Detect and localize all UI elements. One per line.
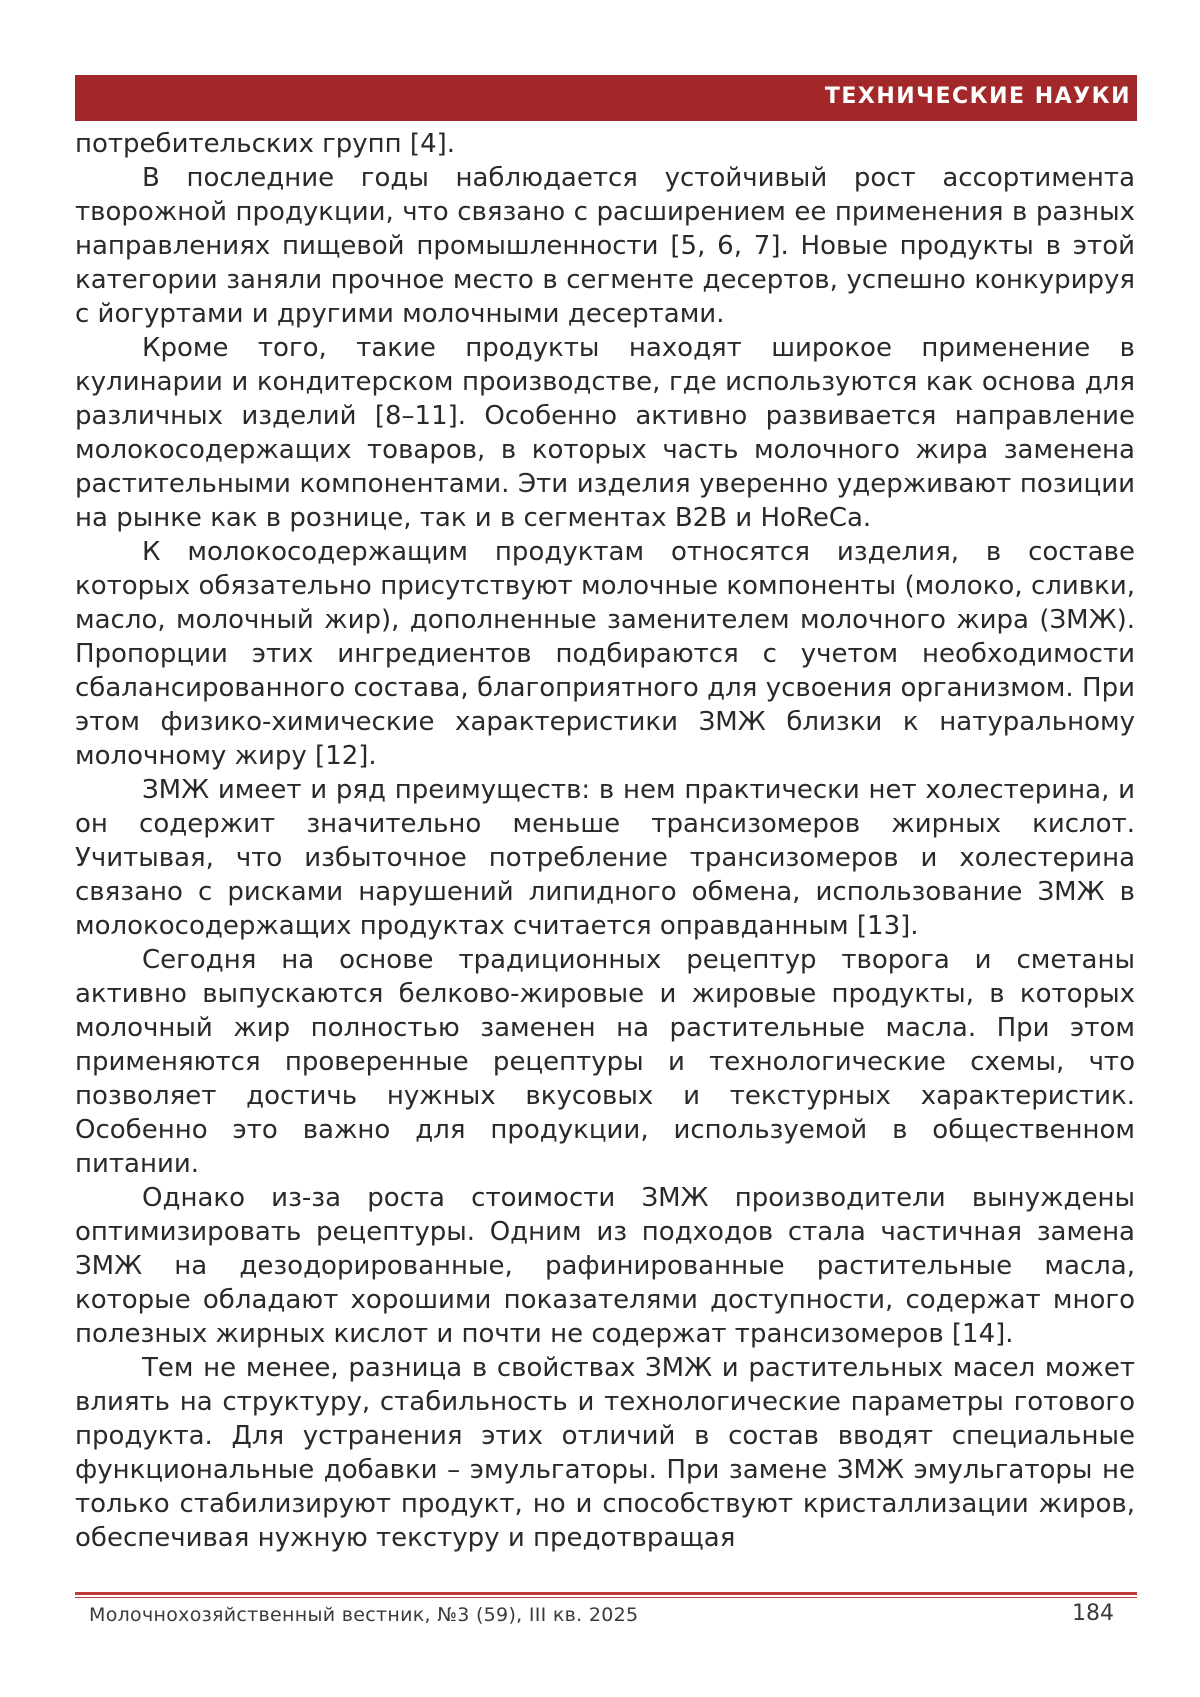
footer-divider-thin: [75, 1597, 1137, 1598]
paragraph: В последние годы наблюдается устойчивый рост ассортимента творожной продукции, что связано с расширением ее применения в разных направлениях пищевой промышленности [5, 6, 7]. Новые продукты в этой категории заняли прочное место в сегменте десертов, успешно конкурируя с йогуртами и другими молочными десертами.: [75, 163, 1135, 329]
section-header-bar: [75, 75, 1137, 121]
paragraph: К молокосодержащим продуктам относятся изделия, в составе которых обязательно присутствуют молочные компоненты (молоко, сливки, масло, молочный жир), дополненные заменителем молочного жира (ЗМЖ). Пропорции этих ингредиентов подбираются с учетом необходимости сбалансированного состава, благоприятного для усвоения организмом. При этом физико-химические характеристики ЗМЖ близки к натуральному молочному жиру [12].: [75, 537, 1135, 771]
page-number: 184: [1072, 1601, 1114, 1626]
paragraph: Тем не менее, разница в свойствах ЗМЖ и растительных масел может влиять на структуру, стабильность и технологические параметры готового продукта. Для устранения этих отличий в состав вводят специальные функциональные добавки – эмульгаторы. При замене ЗМЖ эмульгаторы не только стабилизируют продукт, но и способствуют кристаллизации жиров, обеспечивая нужную текстуру и предотвращая: [75, 1353, 1135, 1553]
paragraph: ЗМЖ имеет и ряд преимуществ: в нем практически нет холестерина, и он содержит значительно меньше трансизомеров жирных кислот. Учитывая, что избыточное потребление трансизомеров и холестерина связано с рисками нарушений липидного обмена, использование ЗМЖ в молокосодержащих продуктах считается оправданным [13].: [75, 775, 1135, 941]
paragraph-continuation: потребительских групп [4].: [75, 129, 456, 159]
paragraph: Сегодня на основе традиционных рецептур творога и сметаны активно выпускаются белково-жировые и жировые продукты, в которых молочный жир полностью заменен на растительные масла. При этом применяются проверенные рецептуры и технологические схемы, что позволяет достичь нужных вкусовых и текстурных характеристик. Особенно это важно для продукции, используемой в общественном питании.: [75, 945, 1135, 1179]
paragraph: Однако из-за роста стоимости ЗМЖ производители вынуждены оптимизировать рецептуры. Одним из подходов стала частичная замена ЗМЖ на дезодорированные, рафинированные растительные масла, которые обладают хорошими показателями доступности, содержат много полезных жирных кислот и почти не содержат трансизомеров [14].: [75, 1183, 1135, 1349]
paragraph: Кроме того, такие продукты находят широкое применение в кулинарии и кондитерском производстве, где используются как основа для различных изделий [8–11]. Особенно активно развивается направление молокосодержащих товаров, в которых часть молочного жира заменена растительными компонентами. Эти изделия уверенно удерживают позиции на рынке как в рознице, так и в сегментах B2B и HoReCa.: [75, 333, 1135, 533]
footer-divider: [75, 1592, 1137, 1595]
article-body: [75, 127, 1135, 1555]
journal-citation: Молочнохозяйственный вестник, №3 (59), III кв. 2025: [89, 1604, 639, 1626]
section-title: ТЕХНИЧЕСКИЕ НАУКИ: [824, 84, 1131, 109]
